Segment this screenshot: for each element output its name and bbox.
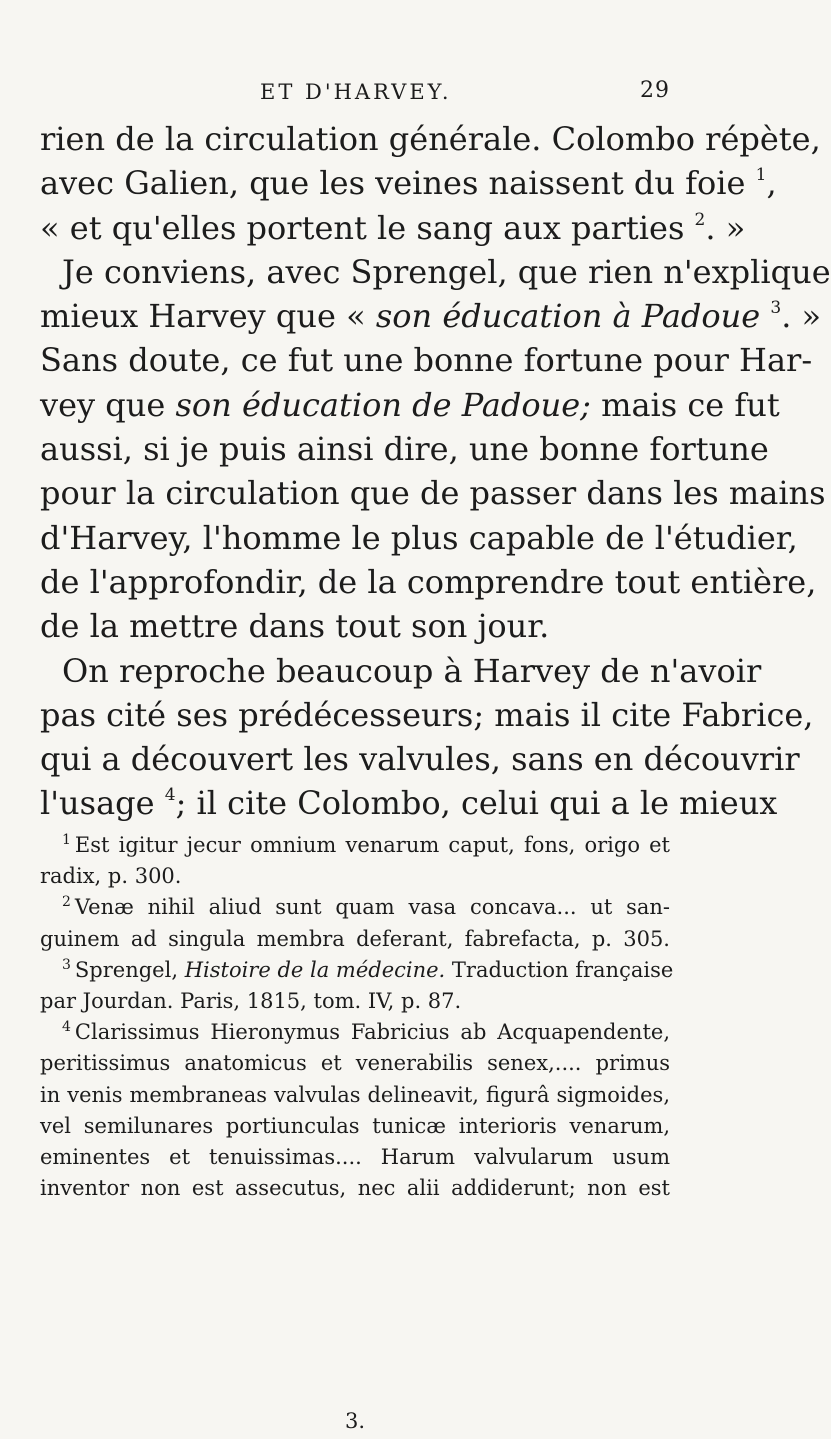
text-line — [40, 781, 778, 825]
footnote-line — [40, 955, 674, 986]
text-segment: « et qu'elles portent le sang aux parties — [40, 208, 685, 247]
text-line: de la mettre dans tout son jour. — [40, 607, 550, 646]
footnote-number: 1 — [62, 832, 71, 848]
footnote-line — [40, 830, 670, 861]
footnote-number: 2 — [62, 894, 71, 911]
footnote-line — [40, 1017, 670, 1048]
footnote-line — [40, 892, 670, 923]
text-segment: vey que — [40, 385, 166, 424]
footnote-line: eminentes et tenuissimas.... Harum valvularum usum — [40, 1144, 670, 1169]
text-line: d'Harvey, l'homme le plus capable de l'étudier, — [40, 518, 798, 557]
footnote-line: peritissimus anatomicus et venerabilis senex,.... primus — [40, 1051, 670, 1076]
footnote-text: Venæ nihil aliud sunt quam vasa concava... ut san- — [74, 895, 670, 920]
text-segment: . » — [705, 208, 746, 247]
footnote-text: Est igitur jecur omnium venarum caput, fons, origo et — [74, 833, 670, 857]
text-line — [40, 294, 822, 338]
running-title: ET D'HARVEY. — [260, 80, 452, 104]
text-segment: . » — [781, 297, 822, 336]
signature-mark: 3. — [345, 1409, 366, 1433]
text-line — [40, 161, 777, 205]
text-segment: , — [766, 164, 777, 203]
text-line: Sans doute, ce fut une bonne fortune pour Har- — [40, 341, 813, 380]
footnote-line: in venis membraneas valvulas delineavit, figurâ sigmoides, — [40, 1082, 670, 1107]
page-number: 29 — [640, 78, 670, 103]
footnote-ref: 2 — [694, 209, 706, 230]
footnote-line: guinem ad singula membra deferant, fabrefacta, p. 305. — [40, 926, 670, 951]
text-line: qui a découvert les valvules, sans en découvrir — [40, 740, 800, 779]
text-segment: mieux Harvey que « — [40, 297, 366, 336]
footnote-ref: 1 — [755, 165, 767, 186]
footnote-text: Sprengel, — [74, 957, 179, 982]
text-segment: mais ce fut — [601, 385, 780, 424]
text-line: pour la circulation que de passer dans les mains — [40, 474, 826, 513]
footnote-line: radix, p. 300. — [40, 864, 182, 889]
text-line: On reproche beaucoup à Harvey de n'avoir — [62, 651, 762, 690]
footnote-number: 3 — [62, 956, 71, 973]
text-segment: avec Galien, que les veines naissent du foie — [40, 164, 746, 203]
footnote-text: Traduction française — [451, 957, 674, 982]
footnote-ref: 4 — [164, 785, 176, 806]
main-text — [40, 117, 831, 826]
footnote-ref: 3 — [770, 298, 782, 319]
text-line: Je conviens, avec Sprengel, que rien n'explique — [62, 252, 831, 291]
footnotes — [40, 830, 674, 1204]
page-header — [40, 78, 670, 108]
italic-title: Histoire de la médecine. — [184, 957, 446, 982]
footnote-text: Clarissimus Hieronymus Fabricius ab Acquapendente, — [74, 1020, 670, 1045]
text-line: aussi, si je puis ainsi dire, une bonne fortune — [40, 430, 769, 469]
text-segment: ; il cite Colombo, celui qui a le mieux — [175, 784, 778, 823]
footnote-line: par Jourdan. Paris, 1815, tom. IV, p. 87. — [40, 988, 462, 1013]
text-segment: l'usage — [40, 784, 155, 823]
footnote-number: 4 — [62, 1019, 71, 1036]
italic-title: son éducation de Padoue; — [175, 385, 591, 424]
text-line — [40, 383, 780, 427]
footnote-line: vel semilunares portiunculas tunicæ interioris venarum, — [40, 1113, 670, 1138]
italic-title: son éducation à Padoue — [375, 297, 761, 336]
footnote-line: inventor non est assecutus, nec alii addiderunt; non est — [40, 1176, 670, 1201]
text-line: de l'approfondir, de la comprendre tout entière, — [40, 562, 817, 601]
text-line: rien de la circulation générale. Colombo répète, — [40, 120, 821, 158]
text-line — [40, 206, 746, 250]
text-line: pas cité ses prédécesseurs; mais il cite Fabrice, — [40, 695, 814, 734]
